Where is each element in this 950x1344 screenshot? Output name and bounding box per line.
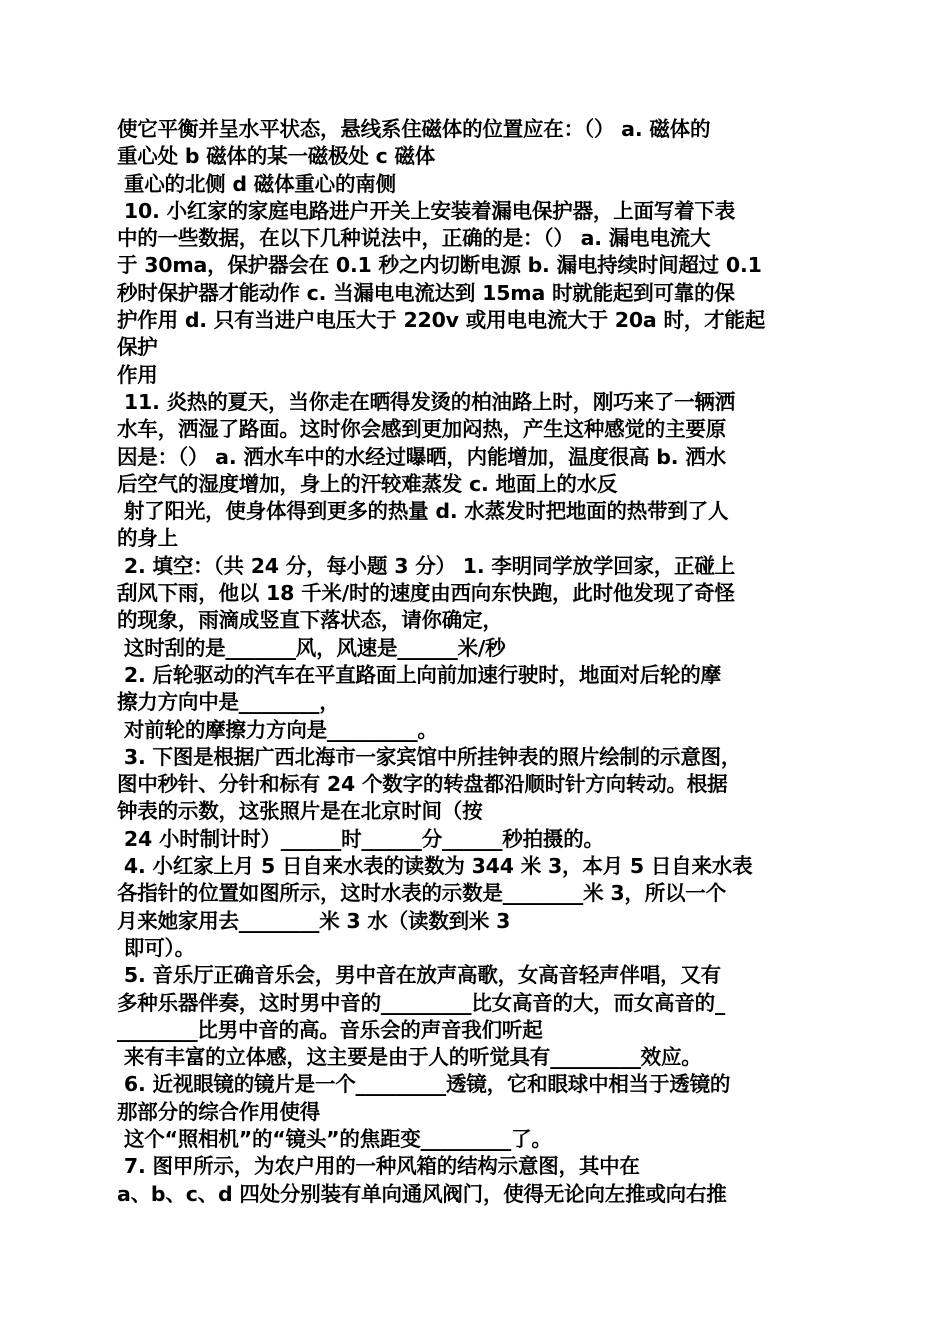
text-line: 射了阳光，使身体得到更多的热量 d. 水蒸发时把地面的热带到了人 (117, 499, 729, 524)
text-line: 2. 后轮驱动的汽车在平直路面上向前加速行驶时，地面对后轮的摩 (117, 662, 721, 687)
text-line: 保护 (117, 335, 158, 360)
text-line: 重心处 b 磁体的某一磁极处 c 磁体 (117, 144, 436, 169)
text-line: 水车，洒湿了路面。这时你会感到更加闷热，产生这种感觉的主要原 (117, 417, 726, 442)
text-line: 来有丰富的立体感，这主要是由于人的听觉具有_________效应。 (117, 1045, 702, 1070)
text-line: 多种乐器伴奏，这时男中音的_________比女高音的大，而女高音的_ (117, 990, 725, 1015)
text-line: 于 30ma，保护器会在 0.1 秒之内切断电源 b. 漏电持续时间超过 0.1 (117, 253, 762, 278)
text-line: 7. 图甲所示，为农户用的一种风箱的结构示意图，其中在 (117, 1154, 640, 1179)
text-line: 作用 (117, 362, 158, 387)
text-line: 的身上 (117, 526, 178, 551)
text-line: 月来她家用去________米 3 水（读数到米 3 (117, 908, 511, 933)
text-line: 10. 小红家的家庭电路进户开关上安装着漏电保护器，上面写着下表 (117, 198, 735, 223)
text-line: 因是：（） a. 洒水车中的水经过曝晒，内能增加，温度很高 b. 洒水 (117, 444, 726, 469)
text-line: 对前轮的摩擦力方向是_________。 (117, 717, 438, 742)
text-line: 那部分的综合作用使得 (117, 1099, 320, 1124)
text-line: 5. 音乐厅正确音乐会，男中音在放声高歌，女高音轻声伴唱，又有 (117, 963, 721, 988)
text-line: 后空气的湿度增加，身上的汗较难蒸发 c. 地面上的水反 (117, 471, 618, 496)
text-line: 钟表的示数，这张照片是在北京时间（按 (117, 799, 483, 824)
text-line: 即可）。 (117, 935, 195, 960)
text-line: ________比男中音的高。音乐会的声音我们听起 (117, 1017, 543, 1042)
question-text-block (117, 116, 847, 1208)
text-line: 图中秒针、分针和标有 24 个数字的转盘都沿顺时针方向转动。根据 (117, 772, 728, 797)
text-line: 中的一些数据，在以下几种说法中，正确的是：（） a. 漏电电流大 (117, 226, 711, 251)
text-line: 重心的北侧 d 磁体重心的南侧 (117, 171, 396, 196)
text-line: 6. 近视眼镜的镜片是一个_________透镜，它和眼球中相当于透镜的 (117, 1072, 731, 1097)
text-line: 2. 填空：（共 24 分，每小题 3 分） 1. 李明同学放学回家，正碰上 (117, 553, 735, 578)
text-line: 使它平衡并呈水平状态，悬线系住磁体的位置应在：（） a. 磁体的 (117, 117, 711, 141)
text-line: 秒时保护器才能动作 c. 当漏电电流达到 15ma 时就能起到可靠的保 (117, 280, 735, 305)
text-line: 这时刮的是_______风，风速是______米/秒 (117, 635, 506, 660)
text-line: 刮风下雨，他以 18 千米/时的速度由西向东快跑，此时他发现了奇怪 (117, 581, 735, 606)
text-line: 各指针的位置如图所示，这时水表的示数是________米 3，所以一个 (117, 881, 726, 906)
text-line: a、b、c、d 四处分别装有单向通风阀门，使得无论向左推或向右推 (117, 1181, 727, 1206)
text-line: 3. 下图是根据广西北海市一家宾馆中所挂钟表的照片绘制的示意图， (117, 744, 742, 769)
text-line: 这个“照相机”的“镜头”的焦距变_________了。 (117, 1126, 552, 1151)
text-line: 11. 炎热的夏天，当你走在晒得发烫的柏油路上时，刚巧来了一辆洒 (117, 389, 735, 414)
text-line: 擦力方向中是________， (117, 690, 340, 715)
text-line: 4. 小红家上月 5 日自来水表的读数为 344 米 3，本月 5 日自来水表 (117, 854, 753, 879)
text-line: 24 小时制计时）______时______分______秒拍摄的。 (117, 826, 604, 851)
text-line: 的现象，雨滴成竖直下落状态，请你确定， (117, 608, 503, 633)
text-line: 护作用 d. 只有当进户电压大于 220v 或用电电流大于 20a 时，才能起 (117, 308, 765, 333)
